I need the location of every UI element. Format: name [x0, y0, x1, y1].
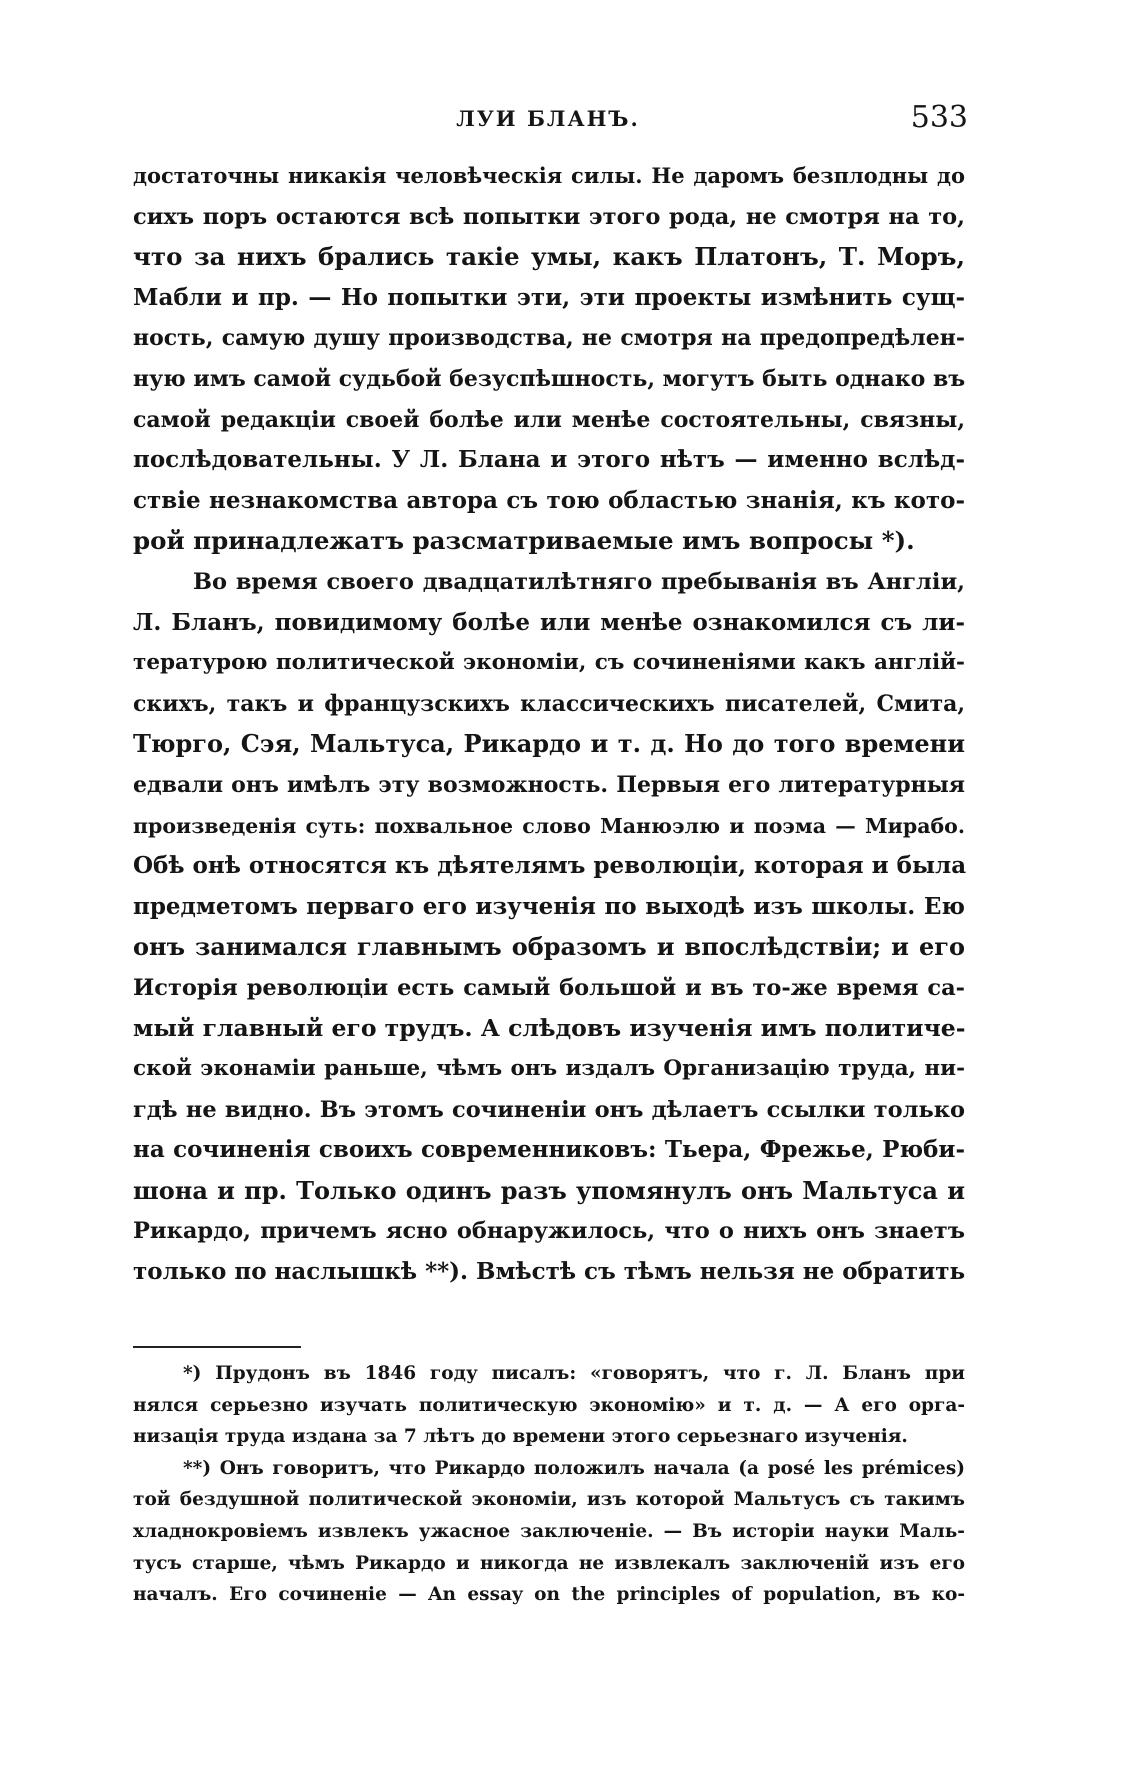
text-line: мый главный его трудъ. А слѣдовъ изученія имъ политиче- [133, 1014, 966, 1043]
text-line: рой принадлежатъ разсматриваемые имъ вопросы *). [133, 526, 915, 556]
text-line: сихъ поръ остаются всѣ попытки этого рода, не смотря на то, [133, 203, 965, 230]
paragraph-start-line: Во время своего двадцатилѣтняго пребыванія въ Англіи, [193, 568, 965, 595]
text-line: Л. Бланъ, повидимому болѣе или менѣе ознакомился съ ли- [133, 608, 965, 636]
text-line: что за нихъ брались такіе умы, какъ Платонъ, Т. Моръ, [133, 242, 965, 272]
footnotes [133, 1358, 965, 1611]
text-line: достаточны никакія человѣческія силы. Не даромъ безплодны до [133, 163, 965, 188]
text-line: произведенія суть: похвальное слово Манюэлю и поэма — Мирабо. [133, 813, 965, 838]
footnote-line: низація труда издана за 7 лѣтъ до времени этого серьезнаго изученія. [133, 1426, 908, 1448]
text-line: Тюрго, Сэя, Мальтуса, Рикардо и т. д. Но до того времени [133, 729, 965, 759]
footnote-line: нялся серьезно изучать политическую экономію» и т. д. — А его орга- [133, 1394, 965, 1416]
text-line: ствіе незнакомства автора съ тою областью знанія, къ кото- [133, 486, 965, 514]
page-number: 533 [910, 100, 968, 135]
text-line: Рикардо, причемъ ясно обнаружилось, что о нихъ онъ знаетъ [133, 1218, 965, 1245]
running-title: ЛУИ БЛАНЪ. [456, 106, 640, 131]
text-line: тературою политической экономіи, съ сочиненіями какъ англій- [133, 650, 965, 676]
text-line: гдѣ не видно. Въ этомъ сочиненіи онъ дѣлаетъ ссылки только [133, 1096, 965, 1123]
text-line: едвали онъ имѣлъ эту возможность. Первыя его литературныя [133, 771, 965, 798]
footnote-line: тусъ старше, чѣмъ Рикардо и никогда не извлекалъ заключеній изъ его [133, 1552, 965, 1574]
text-line: ность, самую душу производства, не смотря на предопредѣлен- [133, 325, 965, 352]
text-line: скихъ, такъ и французскихъ классическихъ писателей, Смита, [133, 690, 965, 717]
footnote-line: **) Онъ говоритъ, что Рикардо положилъ начала (a posé les prémices) [183, 1457, 965, 1479]
text-line: шона и пр. Только одинъ разъ упомянулъ онъ Мальтуса и [133, 1175, 965, 1205]
text-line: на сочиненія своихъ современниковъ: Тьера, Фрежье, Рюби- [133, 1136, 965, 1164]
footnote-line: *) Прудонъ въ 1846 году писалъ: «говорятъ, что г. Л. Бланъ при [183, 1363, 965, 1384]
footnote-divider [133, 1346, 301, 1348]
text-line: самой редакціи своей болѣе или менѣе состоятельны, связны, [133, 406, 965, 433]
text-line: Исторія революціи есть самый большой и въ то-же время са- [133, 974, 965, 1001]
text-line: Мабли и пр. — Но попытки эти, эти проекты измѣнить сущ- [133, 283, 965, 311]
text-line: предметомъ перваго его изученія по выходѣ изъ школы. Ею [133, 892, 965, 920]
text-line: только по наслышкѣ **). Вмѣстѣ съ тѣмъ нельзя не обратить [133, 1258, 966, 1286]
text-line: онъ занимался главнымъ образомъ и впослѣдствіи; и его [133, 932, 965, 962]
page-header [128, 100, 968, 144]
footnote-line: началъ. Его сочиненіе — An essay on the principles of population, въ ко- [133, 1584, 965, 1606]
text-line: послѣдовательны. У Л. Блана и этого нѣтъ — именно вслѣд- [133, 446, 965, 474]
text-line: ную имъ самой судьбой безуспѣшность, могутъ быть однако въ [133, 365, 966, 392]
body-text [133, 156, 965, 1293]
text-line: ской эконаміи раньше, чѣмъ онъ издалъ Организацію труда, ни- [133, 1056, 965, 1082]
footnote-line: той бездушной политической экономіи, изъ которой Мальтусъ съ такимъ [133, 1489, 965, 1511]
text-line: Обѣ онѣ относятся къ дѣятелямъ революціи, которая и была [133, 852, 967, 880]
footnote-line: хладнокровіемъ извлекъ ужасное заключеніе. — Въ исторіи науки Маль- [133, 1520, 965, 1542]
